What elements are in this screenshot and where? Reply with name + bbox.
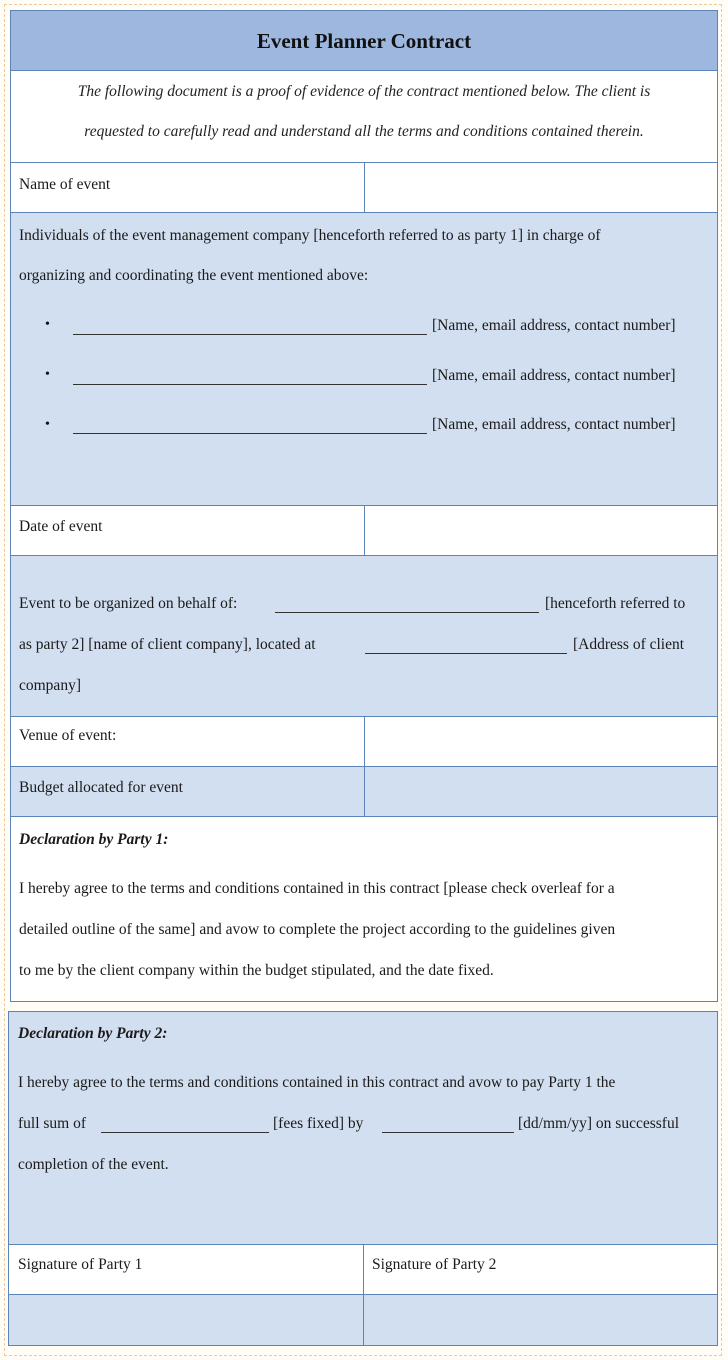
bullet-marker: • (45, 417, 50, 432)
bullet-marker: • (45, 367, 50, 382)
party1-member-1-hint: [Name, email address, contact number] (432, 317, 676, 334)
party2-line-1b: [henceforth referred to (545, 595, 686, 612)
venue-label: Venue of event: (19, 727, 117, 744)
signature-party1-field[interactable] (8, 1294, 365, 1346)
bullet-marker: • (45, 317, 50, 332)
declaration-party2-heading: Declaration by Party 2: (18, 1025, 168, 1042)
page-title: Event Planner Contract (256, 29, 472, 53)
client-address-field[interactable] (365, 653, 567, 654)
declaration-party2-line-2a: full sum of (18, 1115, 87, 1132)
signature-party1-label: Signature of Party 1 (18, 1256, 143, 1273)
signature-party1-label-cell (8, 1244, 365, 1296)
party2-line-2a: as party 2] [name of client company], located at (19, 636, 316, 653)
name-of-event-label-cell (10, 162, 366, 214)
payment-date-field[interactable] (382, 1132, 514, 1133)
venue-label-cell (10, 716, 366, 768)
party1-member-3-field[interactable] (73, 433, 427, 434)
declaration-party2-panel (8, 1011, 718, 1246)
signature-party2-field[interactable] (363, 1294, 718, 1346)
party1-member-2-hint: [Name, email address, contact number] (432, 367, 676, 384)
date-of-event-label-cell (10, 505, 366, 557)
intro-line-1: The following document is a proof of evidence of the contract mentioned below. The client is (77, 83, 651, 100)
signature-party2-label: Signature of Party 2 (372, 1256, 497, 1273)
party1-member-3-hint: [Name, email address, contact number] (432, 416, 676, 433)
declaration-party2-line-2b: [fees fixed] by (273, 1115, 364, 1132)
party2-line-3: company] (19, 677, 81, 694)
name-of-event-label: Name of event (19, 176, 111, 193)
intro-line-2: requested to carefully read and understand all the terms and conditions contained therein. (84, 123, 644, 140)
client-name-field[interactable] (275, 612, 539, 613)
date-of-event-label: Date of event (19, 518, 103, 535)
declaration-party1-heading: Declaration by Party 1: (19, 831, 169, 848)
party2-panel (10, 555, 718, 718)
party1-line-1: Individuals of the event management company [henceforth referred to as party 1] in charge of (19, 227, 601, 244)
fees-field[interactable] (101, 1132, 269, 1133)
title-bar (10, 10, 718, 72)
budget-field[interactable] (364, 766, 718, 818)
date-of-event-field[interactable] (364, 505, 718, 557)
declaration-party2-line-3: completion of the event. (18, 1156, 169, 1173)
name-of-event-field[interactable] (364, 162, 718, 214)
party1-line-2: organizing and coordinating the event mentioned above: (19, 267, 369, 284)
budget-label: Budget allocated for event (19, 779, 183, 796)
declaration-party1-line-2: detailed outline of the same] and avow to complete the project according to the guidelines given (19, 921, 616, 938)
declaration-party1-line-3: to me by the client company within the budget stipulated, and the date fixed. (19, 962, 494, 979)
party1-panel (10, 212, 718, 507)
budget-label-cell (10, 766, 366, 818)
intro-panel (10, 70, 718, 164)
party1-member-1-field[interactable] (73, 334, 427, 335)
declaration-party1-line-1: I hereby agree to the terms and conditions contained in this contract [please check overleaf for a (19, 880, 615, 897)
party2-line-1a: Event to be organized on behalf of: (19, 595, 238, 612)
signature-party2-label-cell (363, 1244, 718, 1296)
party1-member-2-field[interactable] (73, 384, 427, 385)
declaration-party2-line-2c: [dd/mm/yy] on successful (518, 1115, 680, 1132)
venue-field[interactable] (364, 716, 718, 768)
party2-line-2b: [Address of client (573, 636, 685, 653)
declaration-party2-line-1: I hereby agree to the terms and conditions contained in this contract and avow to pay Party 1 the (18, 1074, 616, 1091)
declaration-party1-panel (10, 816, 718, 1002)
